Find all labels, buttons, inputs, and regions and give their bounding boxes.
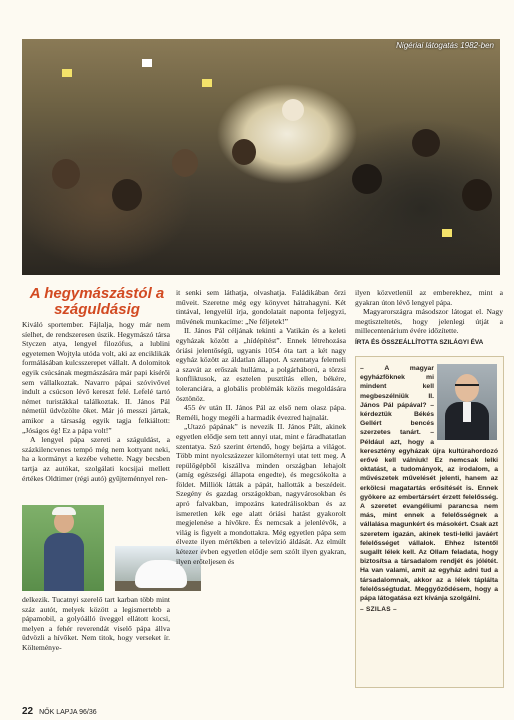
photo-caption: Nigériai látogatás 1982-ben bbox=[396, 41, 494, 50]
paragraph: A lengyel pápa szereti a száguldást, a százkilencvenes tempó még nem kottyant neki, ha a kormányt a kezébe vehette. Nagy becsben tartja az autókat, szolgálati kocsijai mellett értékes Oldtimer (régi autó) gyűjteménnyel ren- bbox=[22, 435, 170, 483]
crowd-figure bbox=[232, 139, 256, 165]
oldtimer-man-photo bbox=[22, 505, 104, 591]
text-column-3 bbox=[355, 288, 503, 348]
crowd-figure bbox=[412, 129, 440, 157]
text-column-2 bbox=[176, 288, 346, 566]
paragraph: 455 év után II. János Pál az első nem olasz pápa. Reméli, hogy megéli a harmadik évezred hajnalát. bbox=[176, 403, 346, 422]
crowd-figure bbox=[52, 159, 80, 189]
paragraph: ilyen közvetlenül az emberekhez, mint a gyakran úton lévő lengyel pápa. bbox=[355, 288, 503, 307]
sidebar-body: – A magyar egyházföknek mi mindent kell megbeszélniük II. János Pál pápával? – kérdeztük Békés Gellért bencés szerzetes tanárt. – Például azt, hogy a keresztény egyházak újra kultúrahordozó erővé kell válniuk! Ez nemcsak lelki oktatást, a tudományok, az irodalom, a művészetek művelését jelenti, hanem az erkölcsi magatartás erősítését is. Ennek gyökere az embertársért érzett felelősség. A szeretet evangéliumi parancsa nem más, mint ennek a felelősségnek a vállalása magunkért és másokért. Csak azt szeretem igazán, akinek testi-lelki javáért felelősséget vállalok. Ehhez Istentől sugallt lélek kell. Az Ollam feladata, hogy biztosítsa a társadalom rendjét és jólétét. Ha van valami, amit az egyház adni tud a társadalomnak, akkor az a lélek táplálta felelősségtudat. Meggyőződésem, hogy a pápa látogatása ezt kívánja szolgálni. bbox=[360, 365, 498, 603]
paragraph: II. János Pál céljának tekinti a Vatikán és a keleti egyházak között a „hídépítést”. Ennek létrehozása óriási jelentőségű, ugyanis 1054 óta tart a két nagy egyház között az áldatlan állapot. A szentatya felemeli a szavát az erőszak hulláma, a polgárháború, a törzsi konfliktusok, az esztelen pusztítás ellen, békére, toleranciára, a globális problémák közös megoldására ösztönöz. bbox=[176, 326, 346, 403]
sidebar-text bbox=[360, 364, 498, 614]
crowd-figure bbox=[172, 149, 198, 177]
flag-icon bbox=[142, 59, 152, 67]
sidebar-signature: – SZILAS – bbox=[360, 606, 397, 614]
paragraph: Magyarországra másodszor látogat el. Nagy megtiszteltetés, hogy jelenlegi útját a millecentenárium évére időzítette. bbox=[355, 307, 503, 336]
flag-icon bbox=[202, 79, 212, 87]
page-number: 22 bbox=[22, 706, 34, 717]
crowd-figure bbox=[282, 99, 304, 121]
paragraph: Kiváló sportember. Fájlalja, hogy már nem síelhet, de rendszeresen úszik. Hegymászó társa Styczen atya, lengyel filozófus, a lublini egyetemen Wojtyła utóda volt, aki az enciklikák formálásában kulcsszerepet vállalt. A dolomitok egyik csúcsának megmászására már papi kísérői sem vállalkoztak. Navarro pápai szóvivővel indult a csúcson lévő kereszt felé. Lefelé tartó német turistákkal találkoztak. II. János Pál németül üdvözölte őket. Már jó messzi jártak, amikor a társaság egyik tagja felkiáltott: „Jóságos ég! Ez a pápa volt!” bbox=[22, 320, 170, 435]
flag-icon bbox=[62, 69, 72, 77]
paragraph: delkezik. Tucatnyi szerelő tart karban több mint száz autót, melyek között a legismertebb a pápamobil, a golyóálló üveggel ellátott kocsi, melyen a fehér reverendát viselő pápa állva üdvözli a hívőket. Nem titok, hogy verseket ír. Költeménye- bbox=[22, 595, 170, 652]
crowd-figure bbox=[352, 164, 382, 194]
papal-visit-crowd-photo bbox=[22, 39, 500, 275]
text-column-1-bottom bbox=[22, 595, 170, 653]
crowd-figure bbox=[462, 179, 492, 211]
flag-icon bbox=[442, 229, 452, 237]
article-headline: A hegymászástól a száguldásig bbox=[29, 285, 165, 318]
byline: ÍRTA ÉS ÖSSZEÁLLÍTOTTA SZILÁGYI ÉVA bbox=[355, 338, 484, 346]
page-footer bbox=[22, 706, 97, 717]
magazine-issue: NŐK LAPJA 96/36 bbox=[39, 709, 97, 716]
crowd-figure bbox=[112, 179, 142, 211]
text-column-1 bbox=[22, 320, 170, 483]
paragraph: it senki sem láthatja, olvashatja. Faládikában őrzi műveit. Szeretne még egy könyvet hátrahagyni. Két tintával, lengyelül írja, gondolatait naponta feljegyzi, művének munkacíme: „Ne féljetek!” bbox=[176, 288, 346, 326]
paragraph: „Utazó pápának” is nevezik II. János Pált, akinek egyetlen elődje sem tett annyi utat, mint e fáradhatatlan szentatya. Szó szerint értendő, hogy bejárta a világot. Több mint nyolcszázezer kilométernyi utat tett meg. A repülőgépből kiszállva minden országban lehajolt (amíg egészségi állapota engedte), és megcsókolta a földet. Milliók látták a pápát, hallották a beszédeit. Szegény és gazdag országokban, nagyvárosokban és apró falvakban, impozáns katedrálisokban és az ismeretlen kék ege alatt óriási hatást gyakorolt megjelenése a hívőkre. És nemcsak a jelenlévők, a világ is figyelt a mondottakra. Még egyetlen pápa sem élvezte ilyen mértékben a televízió áldását. Az elmúlt kétezer évben egyetlen elődje sem szólt ilyen gyakran, ilyen erőteljesen és bbox=[176, 422, 346, 566]
